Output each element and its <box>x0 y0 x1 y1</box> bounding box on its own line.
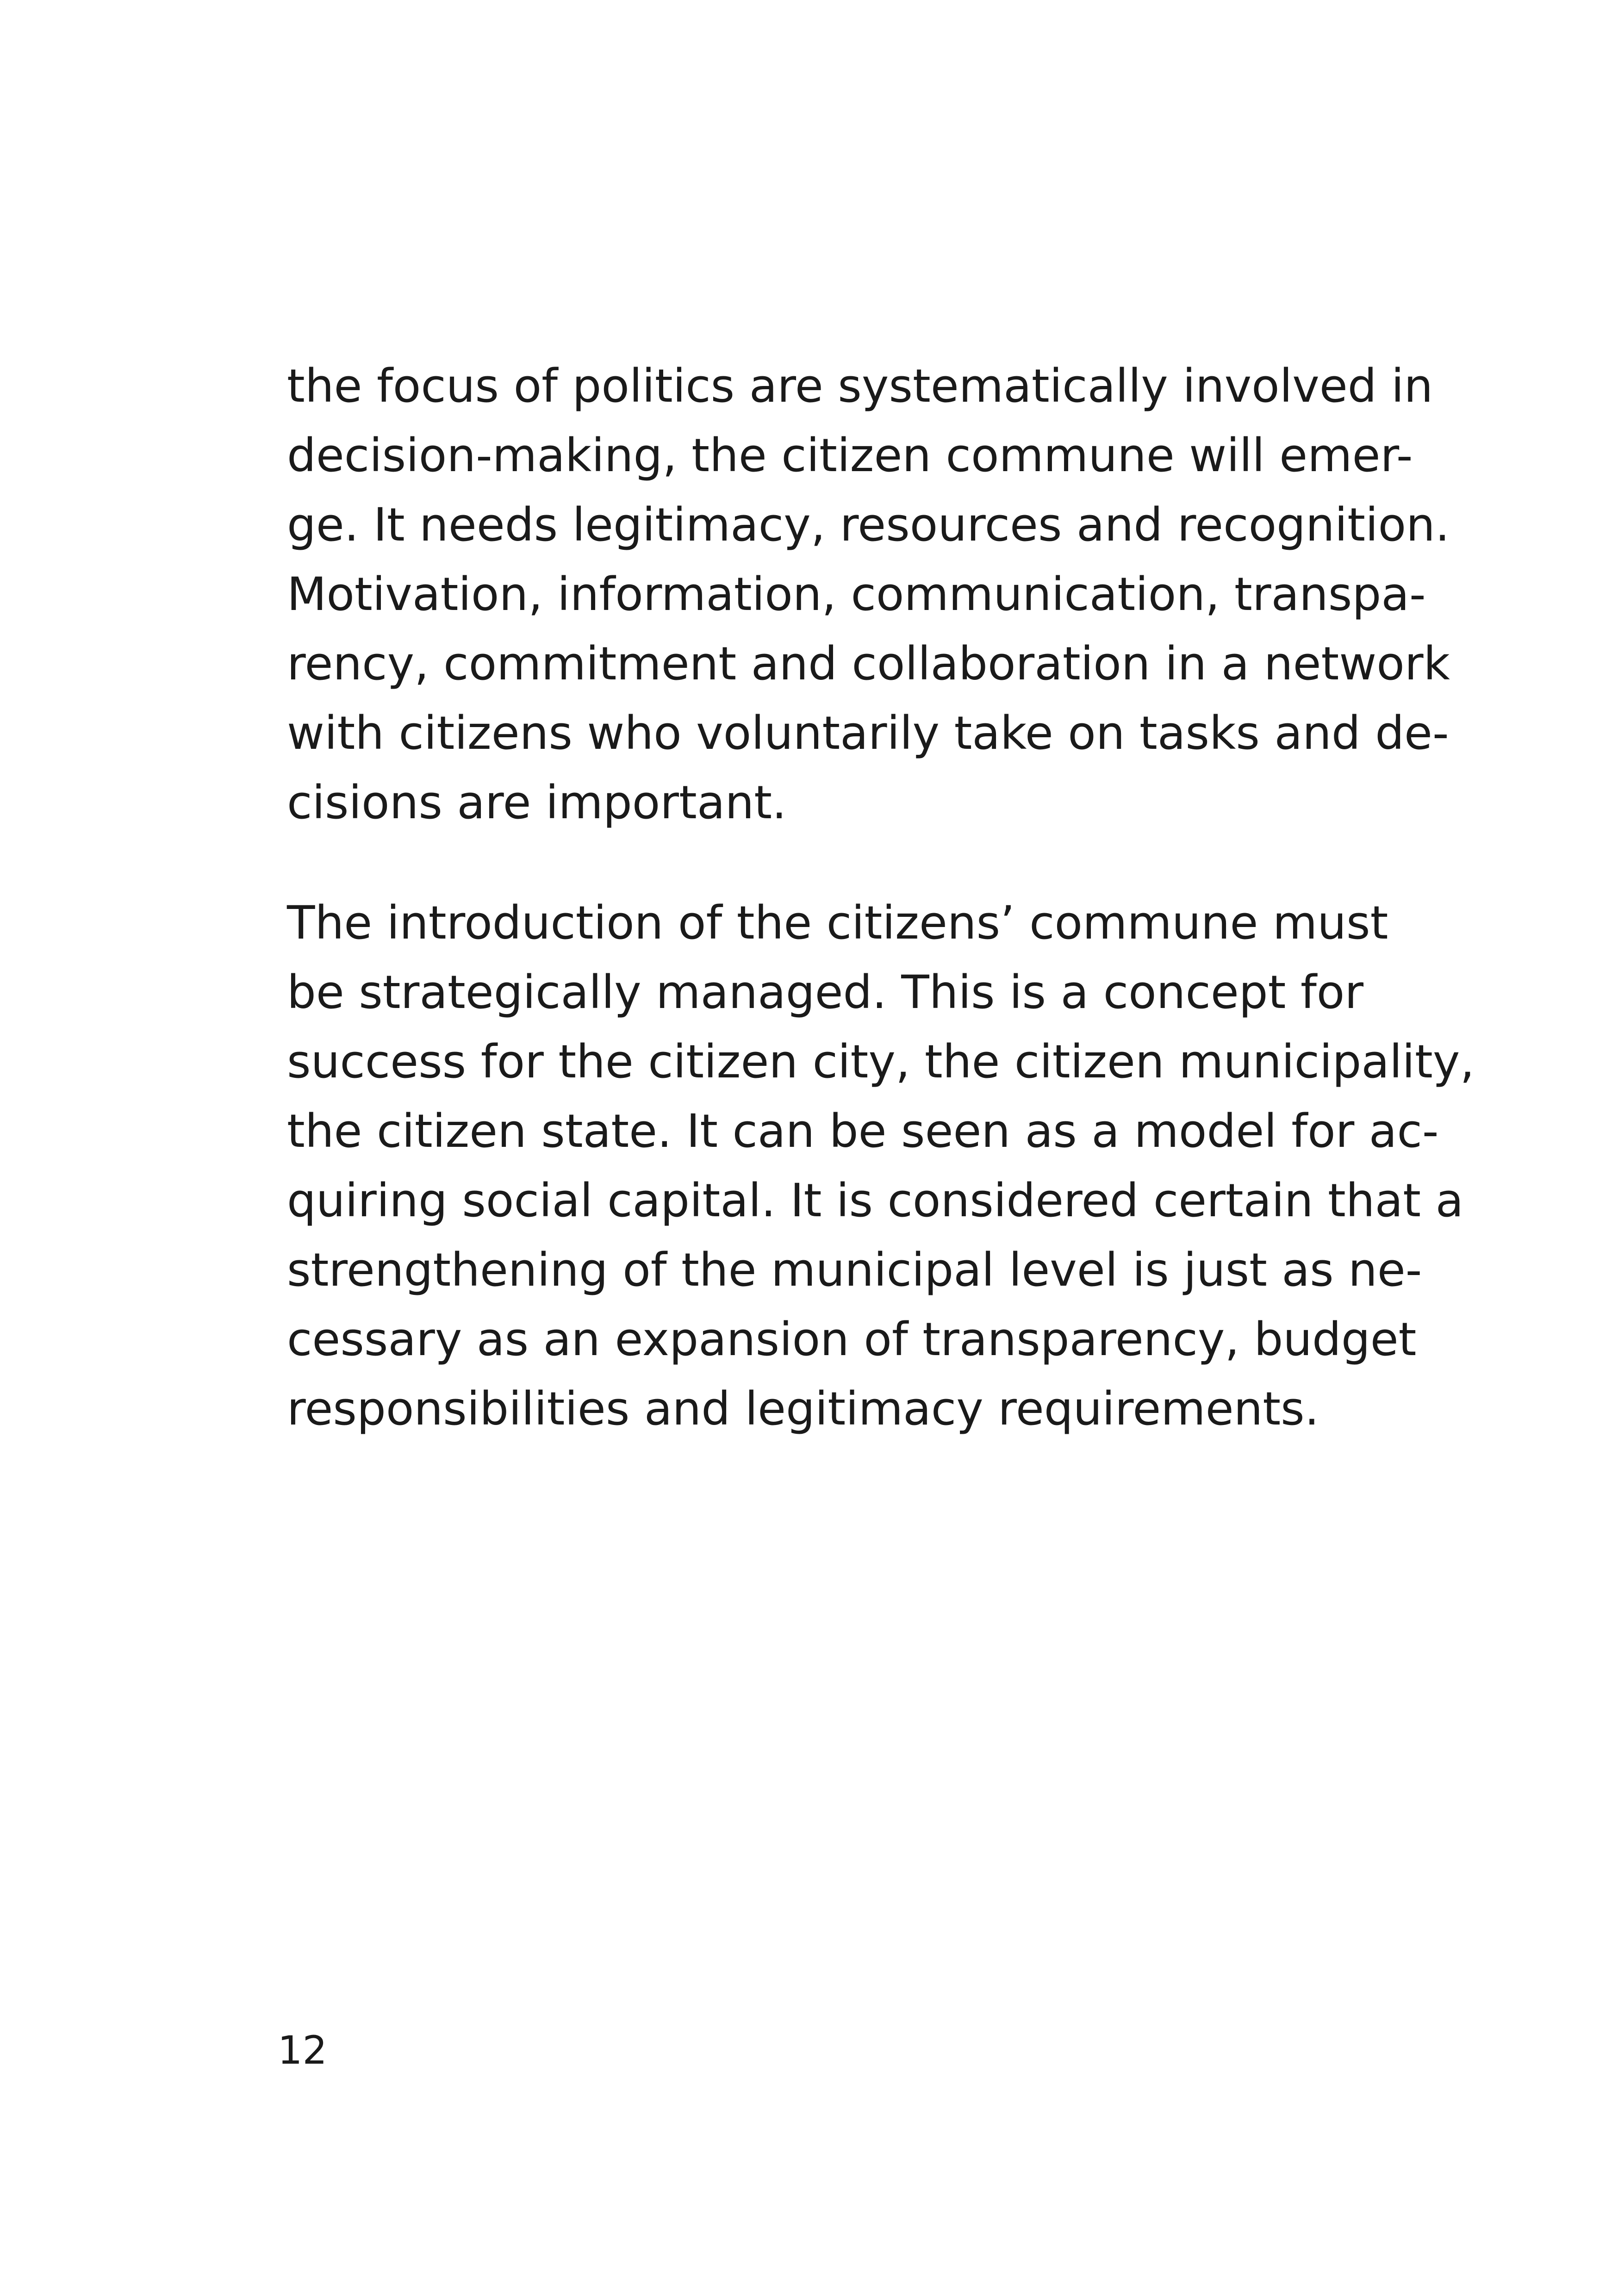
paragraph-line: strengthening of the municipal level is just as ne- <box>287 1244 1422 1297</box>
paragraph-line: success for the citizen city, the citizen municipality, <box>287 1035 1475 1089</box>
paragraph-line: decision-making, the citizen commune will emer- <box>287 429 1413 482</box>
paragraph-line: cisions are important. <box>287 776 787 829</box>
paragraph-line: be strategically managed. This is a concept for <box>287 966 1364 1019</box>
body-text <box>287 352 1475 1495</box>
paragraph-line: cessary as an expansion of transparency, budget <box>287 1313 1417 1366</box>
paragraph-line: Motivation, information, communication, transpa- <box>287 568 1426 621</box>
paragraph-2 <box>287 889 1475 1444</box>
paragraph-line: The introduction of the citizens’ commune must <box>287 896 1388 950</box>
paragraph-line: quiring social capital. It is considered certain that a <box>287 1174 1464 1227</box>
paragraph-line: the citizen state. It can be seen as a model for ac- <box>287 1105 1439 1158</box>
paragraph-line: ge. It needs legitimacy, resources and recognition. <box>287 498 1450 552</box>
paragraph-line: responsibilities and legitimacy requirements. <box>287 1382 1319 1436</box>
paragraph-line: rency, commitment and collaboration in a network <box>287 637 1450 691</box>
paragraph-1 <box>287 352 1450 838</box>
paragraph-line: the focus of politics are systematically involved in <box>287 360 1433 413</box>
paragraph-line: with citizens who voluntarily take on tasks and de- <box>287 707 1449 760</box>
page-number: 12 <box>278 2028 327 2073</box>
